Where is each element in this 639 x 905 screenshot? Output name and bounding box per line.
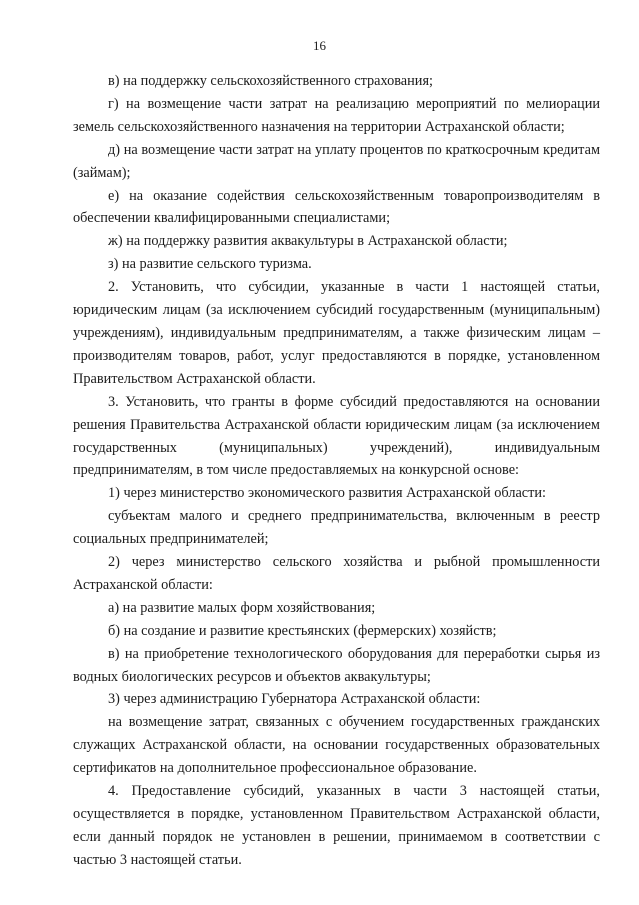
paragraph-a-small-forms: а) на развитие малых форм хозяйствования; — [108, 599, 376, 616]
paragraph-3-grants: 3. Установить, что гранты в форме субсидий предоставляются на основании решения Правительства Астраханской области юридическим лицам (за исключением государственных (муниципальных) учреждений), индивидуальным предпринимателям, в том числе предоставляемых на конкурсной основе: — [73, 393, 600, 479]
paragraph-3-2-agriculture-ministry: 2) через министерство сельского хозяйства и рыбной промышленности Астраханской области: — [73, 554, 600, 593]
paragraph-social-entrepreneurs: субъектам малого и среднего предпринимательства, включенным в реестр социальных предпринимателей; — [73, 508, 600, 548]
paragraph-3-3-governor-administration: 3) через администрацию Губернатора Астраханской области: — [108, 691, 481, 708]
paragraph-zh-aquaculture: ж) на поддержку развития аквакультуры в Астраханской области; — [108, 233, 508, 250]
page-number: 16 — [313, 38, 326, 53]
paragraph-b-farms: б) на создание и развитие крестьянских (фермерских) хозяйств; — [108, 622, 497, 639]
paragraph-training-costs: на возмещение затрат, связанных с обучением государственных гражданских служащих Астраханской области, на основании государственных образовательных сертификатов на дополнительное профессиональное образование. — [73, 714, 600, 777]
paragraph-4-procedure: 4. Предоставление субсидий, указанных в части 3 настоящей статьи, осуществляется в порядке, установленном Правительством Астраханской области, если данный порядок не установлен в решении, принимаемом в соответствии с частью 3 настоящей статьи. — [73, 783, 600, 868]
document-body — [73, 70, 600, 872]
paragraph-2-subsidies: 2. Установить, что субсидии, указанные в части 1 настоящей статьи, юридическим лицам (за исключением субсидий государственным (муниципальным) учреждениям), индивидуальным предпринимателям, а также физическим лицам – производителям товаров, работ, услуг предоставляются в порядке, установленном Правительством Астраханской области. — [73, 279, 600, 387]
paragraph-d-interest: д) на возмещение части затрат на уплату процентов по краткосрочным кредитам (займам); — [73, 141, 600, 181]
paragraph-v-insurance: в) на поддержку сельскохозяйственного страхования; — [108, 73, 433, 89]
paragraph-3-1-economic-ministry: 1) через министерство экономического развития Астраханской области: — [108, 485, 547, 502]
paragraph-g-melioration: г) на возмещение части затрат на реализацию мероприятий по мелиорации земель сельскохозяйственного назначения на территории Астраханской области; — [73, 95, 600, 135]
paragraph-v-equipment: в) на приобретение технологического оборудования для переработки сырья из водных биологических ресурсов и объектов аквакультуры; — [73, 645, 600, 685]
paragraph-z-tourism: з) на развитие сельского туризма. — [108, 256, 312, 273]
paragraph-e-specialists: е) на оказание содействия сельскохозяйственным товаропроизводителям в обеспечении квалифицированными специалистами; — [73, 187, 600, 227]
